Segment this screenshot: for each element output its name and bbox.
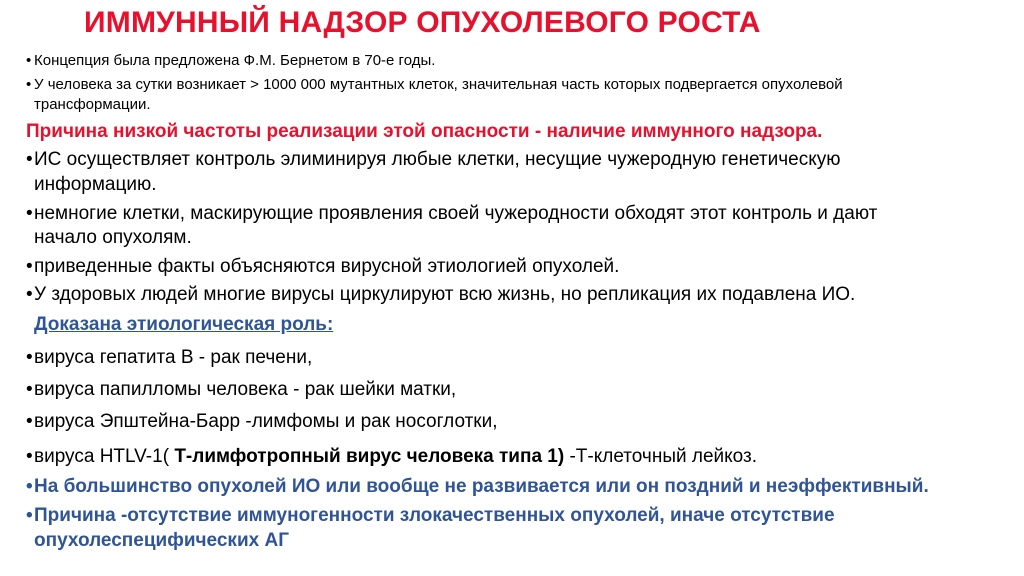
bullet-continuation: начало опухолям.: [34, 227, 192, 248]
slide-title: ИММУННЫЙ НАДЗОР ОПУХОЛЕВОГО РОСТА: [84, 6, 761, 39]
bullet-text: вируса Эпштейна-Барр -лимфомы и рак носоглотки,: [34, 411, 498, 432]
bullet-text: немногие клетки, маскирующие проявления своей чужеродности обходят этот контроль и дают: [34, 203, 878, 224]
bullet-marker: •: [26, 379, 33, 400]
bullet-continuation: трансформации.: [34, 96, 151, 113]
bullet-marker: •: [26, 256, 33, 277]
bullet-marker: •: [26, 284, 33, 305]
bullet-text: На большинство опухолей ИО или вообще не развивается или он поздний и неэффективный.: [34, 476, 929, 497]
bullet-marker: •: [26, 411, 33, 432]
bullet-text: вируса гепатита В - рак печени,: [34, 347, 313, 368]
bullet-line: [26, 379, 456, 401]
bullet-line: [26, 203, 877, 225]
bullet-line: [26, 284, 855, 306]
bullet-continuation: информацию.: [34, 174, 157, 195]
bullet-text-post: -Т-клеточный лейкоз.: [564, 446, 758, 467]
bullet-text-pre: вируса HTLV-1(: [34, 446, 175, 467]
bullet-marker: •: [26, 505, 33, 526]
bullet-text: У здоровых людей многие вирусы циркулируют всю жизнь, но репликация их подавлена ИО.: [34, 284, 856, 305]
bullet-line: [26, 76, 843, 93]
bullet-marker: •: [26, 203, 33, 224]
highlight-line: [26, 121, 822, 143]
bullet-marker: •: [26, 149, 33, 170]
bullet-marker: •: [26, 76, 32, 93]
highlight-text: Причина низкой частоты реализации этой опасности - наличие иммунного надзора.: [26, 121, 823, 142]
bullet-text-bold: Т-лимфотропный вирус человека типа 1): [174, 446, 565, 467]
bullet-text: вируса папилломы человека - рак шейки матки,: [34, 379, 457, 400]
bullet-text: Причина -отсутствие иммуногенности злокачественных опухолей, иначе отсутствие: [34, 505, 835, 526]
bullet-text: приведенные факты объясняются вирусной этиологией опухолей.: [34, 256, 620, 277]
bullet-line: [26, 149, 840, 171]
bullet-marker: •: [26, 52, 32, 69]
bullet-line: [26, 411, 498, 433]
bullet-line: [26, 52, 435, 69]
bullet-line: [26, 347, 312, 369]
section-heading: Доказана этиологическая роль:: [34, 314, 334, 335]
bullet-line: [26, 476, 929, 498]
bullet-text: Концепция была предложена Ф.М. Бернетом в 70-е годы.: [34, 52, 436, 69]
bullet-line: [26, 256, 619, 278]
bullet-marker: •: [26, 446, 33, 467]
bullet-continuation: опухолеспецифических АГ: [34, 530, 289, 551]
bullet-marker: •: [26, 476, 33, 497]
bullet-marker: •: [26, 347, 33, 368]
bullet-line: [26, 505, 835, 527]
bullet-text: ИС осуществляет контроль элиминируя любые клетки, несущие чужеродную генетическую: [34, 149, 841, 170]
bullet-text: У человека за сутки возникает > 1000 000 мутантных клеток, значительная часть которых подвергается опухолевой: [34, 76, 843, 93]
bullet-line: [26, 446, 757, 468]
